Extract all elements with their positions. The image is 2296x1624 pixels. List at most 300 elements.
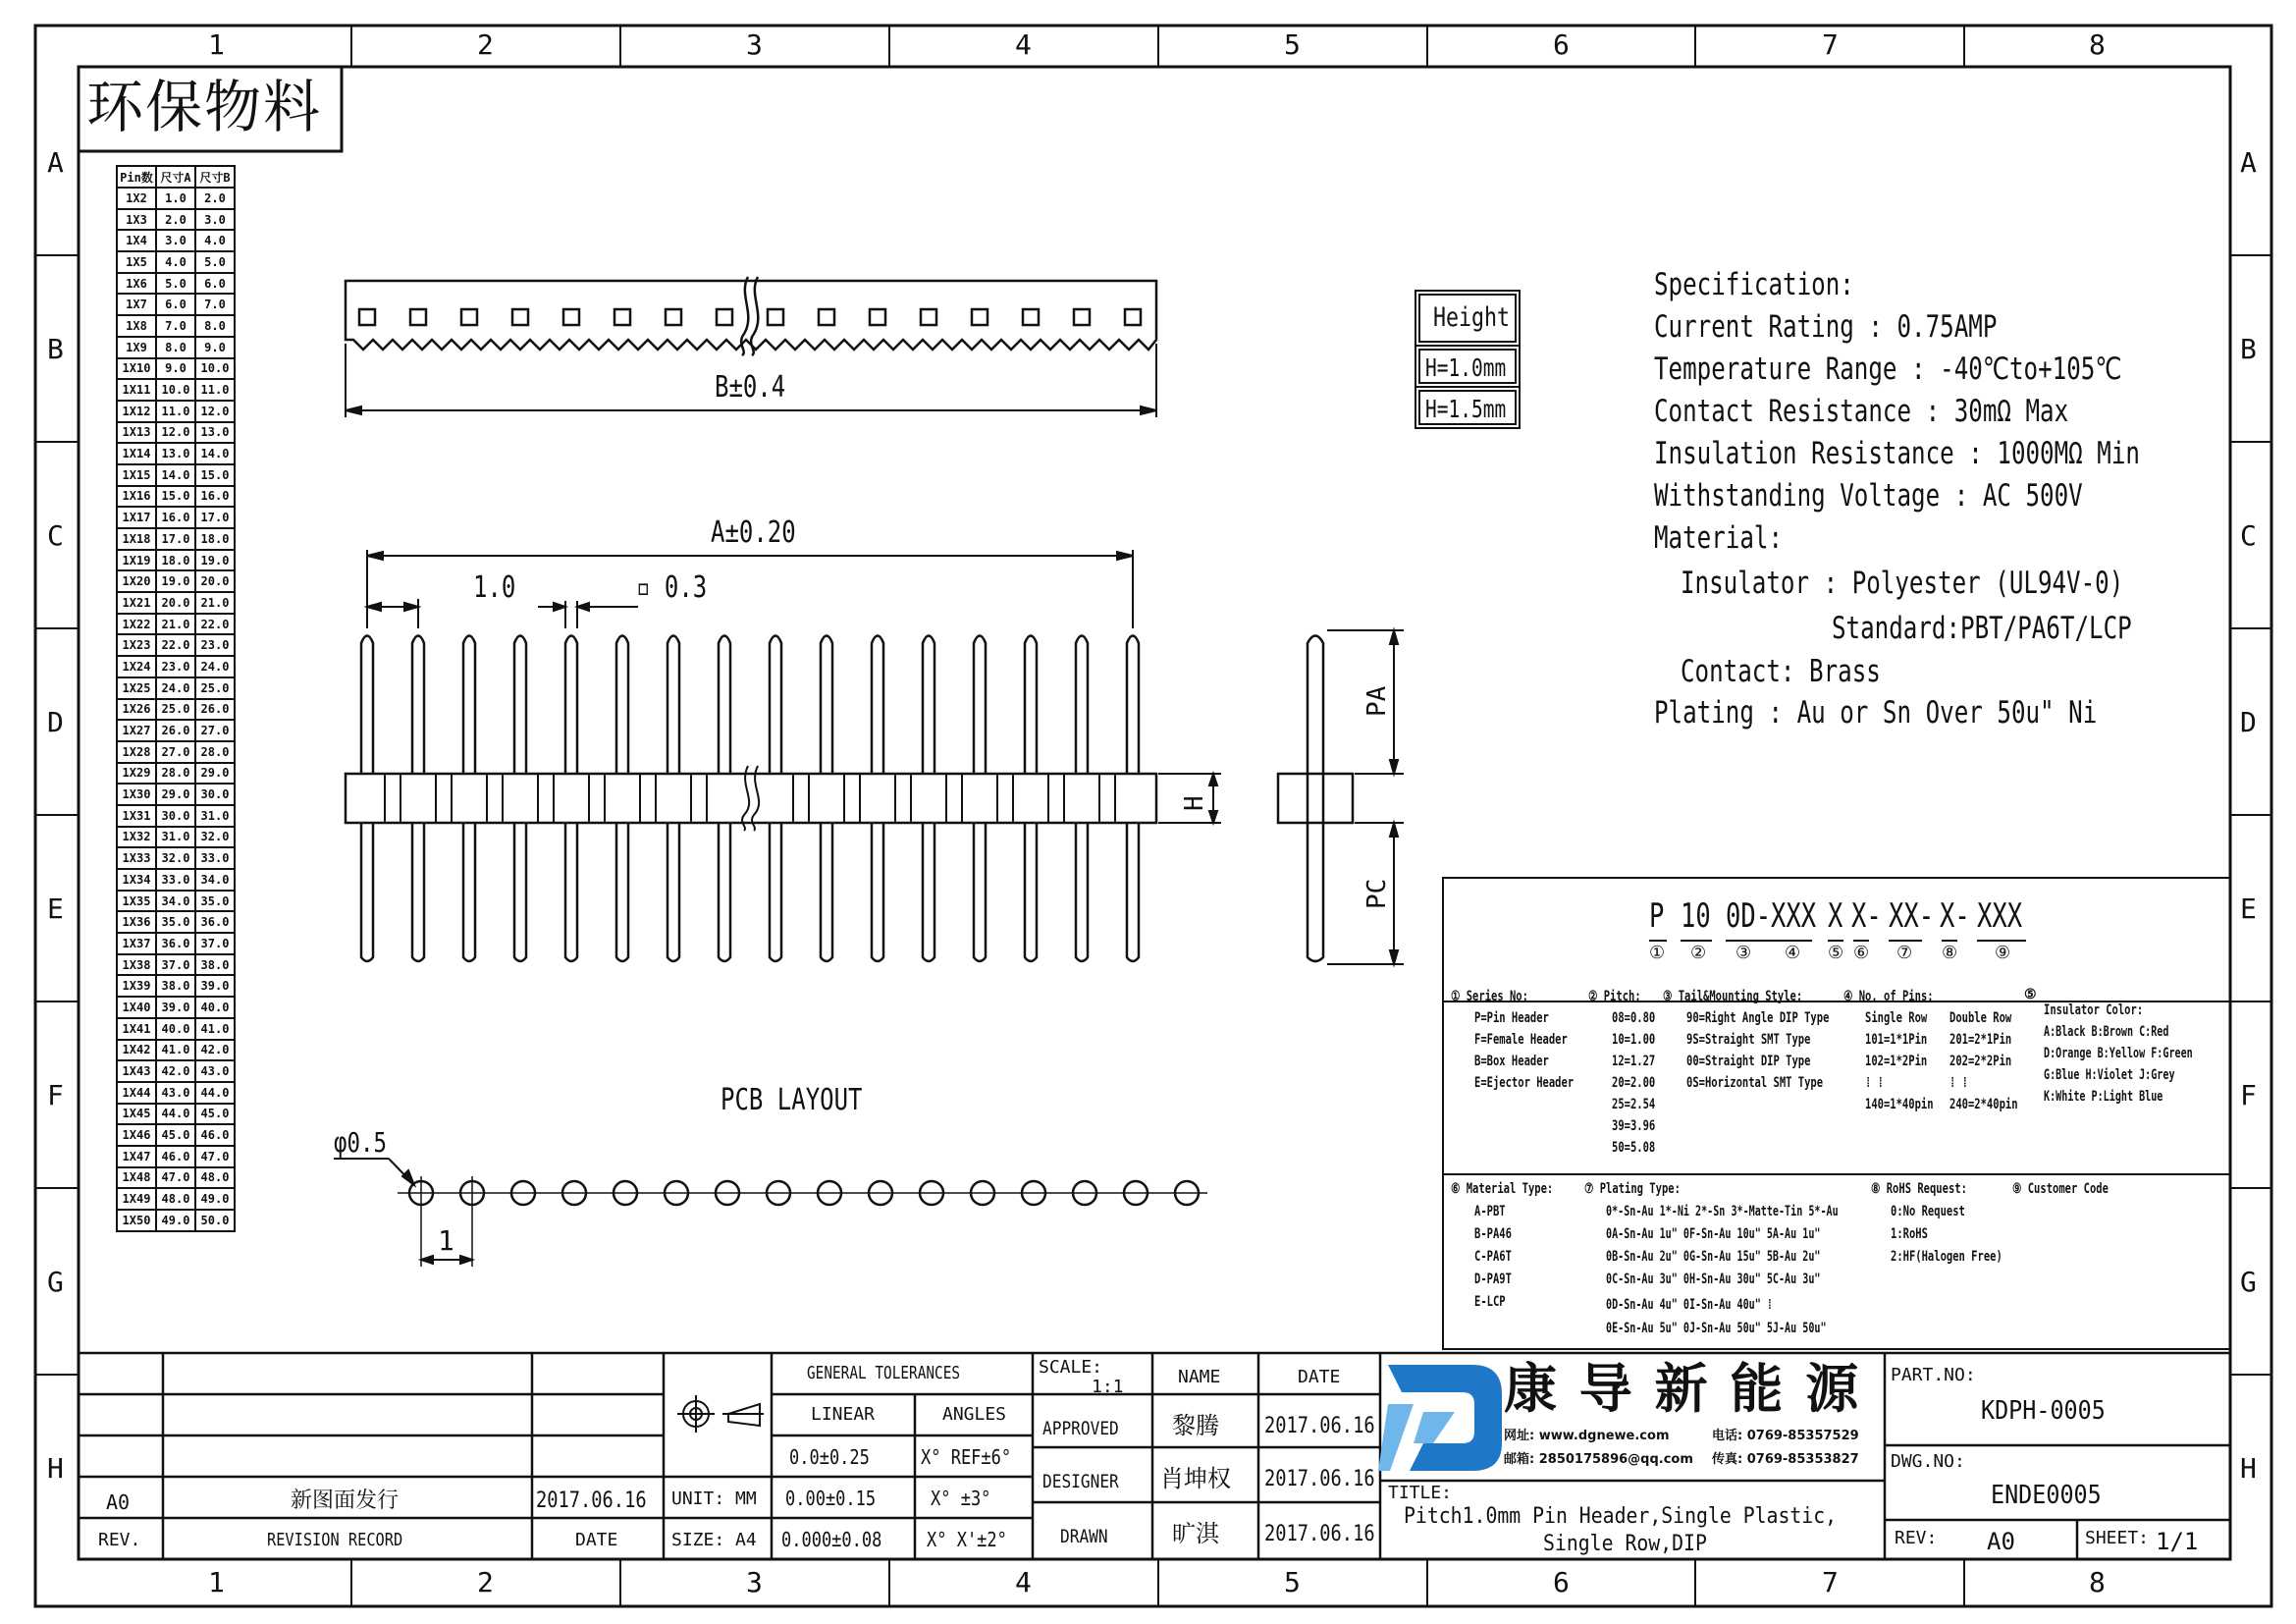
pin-table-cell: 1X10 <box>117 358 156 380</box>
pin-table-cell: 1X2 <box>117 188 156 209</box>
legend-plating-item: 0E-Sn-Au 5u" 0J-Sn-Au 50u" 5J-Au 50u" <box>1606 1321 1827 1336</box>
pin-table-row <box>117 294 235 315</box>
legend-tail-item: 90=Right Angle DIP Type <box>1686 1010 1830 1026</box>
pin-table-cell: 34.0 <box>156 891 195 912</box>
pin-table-cell: 13.0 <box>195 422 235 444</box>
pin-table-cell: 1X29 <box>117 763 156 785</box>
pin-table-row <box>117 1060 235 1082</box>
spec-withstanding-voltage: Withstanding Voltage : AC 500V <box>1654 478 2083 514</box>
pin-table-cell: 23.0 <box>195 634 235 656</box>
pin-table-cell: 15.0 <box>195 464 235 486</box>
pin-table-cell: 1X40 <box>117 997 156 1018</box>
tolerance-linear: 0.000±0.08 <box>781 1528 882 1551</box>
legend-pitch-item: 10=1.00 <box>1612 1032 1656 1048</box>
pin-table-cell: 50.0 <box>195 1210 235 1231</box>
sheet-label: SHEET: <box>2085 1528 2150 1548</box>
grid-row-h-right: H <box>2240 1452 2257 1485</box>
pin-table-cell: 14.0 <box>195 443 235 464</box>
pin-table-row <box>117 550 235 571</box>
pin-table-row <box>117 230 235 251</box>
pin-table-cell: 8.0 <box>195 315 235 337</box>
legend-pitch-item: 20=2.00 <box>1612 1075 1656 1091</box>
dim-pin-square-label: ▫ 0.3 <box>636 570 708 605</box>
pin-table-cell: 1X8 <box>117 315 156 337</box>
legend-color-item: D:Orange B:Yellow F:Green <box>2044 1046 2193 1061</box>
pin-table-cell: 1X42 <box>117 1040 156 1061</box>
legend-plating-item: 0C-Sn-Au 3u" 0H-Sn-Au 30u" 5C-Au 3u" <box>1606 1272 1821 1287</box>
legend-rohs-item: 1:RoHS <box>1891 1226 1928 1242</box>
pin-table-cell: 18.0 <box>195 528 235 550</box>
pin-table-row <box>117 911 235 933</box>
legend-tail-item: 9S=Straight SMT Type <box>1686 1032 1811 1048</box>
pin-table-cell: 24.0 <box>195 656 235 677</box>
pin-table-cell: 1X39 <box>117 975 156 997</box>
pin-table-cell: 31.0 <box>195 805 235 827</box>
pin-table-cell: 1X30 <box>117 784 156 805</box>
pin-table-cell: 32.0 <box>195 827 235 848</box>
legend-color-title: Insulator Color: <box>2044 1002 2144 1018</box>
spec-material: Material: <box>1654 520 1784 556</box>
legend-plating-item: 0D-Sn-Au 4u" 0I-Sn-Au 40u" ⁞ <box>1606 1297 1773 1313</box>
grid-row-d: D <box>47 706 64 738</box>
pin-table-row <box>117 401 235 422</box>
legend-plating-item: 0*-Sn-Au 1*-Ni 2*-Sn 3*-Matte-Tin 5*-Au <box>1606 1204 1839 1219</box>
pin-table-cell: 47.0 <box>195 1146 235 1167</box>
pin-table-cell: 20.0 <box>195 570 235 592</box>
pin-dimension-table <box>116 165 236 1232</box>
part-code-marker: ④ <box>1785 943 1801 963</box>
pin-table-cell: 1X41 <box>117 1018 156 1040</box>
pin-table-cell: 42.0 <box>156 1060 195 1082</box>
pin-table-cell: 32.0 <box>156 847 195 869</box>
pin-table-row <box>117 464 235 486</box>
pin-table-cell: 1X14 <box>117 443 156 464</box>
pin-table-cell: 31.0 <box>156 827 195 848</box>
pin-table-cell: 4.0 <box>195 230 235 251</box>
legend-color-item: K:White P:Light Blue <box>2044 1089 2163 1105</box>
part-code-marker: ③ <box>1735 943 1752 963</box>
pin-table-cell: 11.0 <box>156 401 195 422</box>
tolerance-linear: 0.0±0.25 <box>789 1445 870 1469</box>
pin-table-row <box>117 379 235 401</box>
sheet-value: 1/1 <box>2156 1528 2199 1555</box>
legend-pins-single-item: 102=1*2Pin <box>1865 1054 1928 1069</box>
pin-table-cell: 30.0 <box>195 784 235 805</box>
height-table-row: H=1.5mm <box>1425 395 1507 423</box>
pin-table-row <box>117 507 235 528</box>
pin-table-cell: 26.0 <box>195 699 235 721</box>
pin-table-cell: 26.0 <box>156 720 195 741</box>
pin-table-row <box>117 443 235 464</box>
pin-table-cell: 43.0 <box>156 1082 195 1104</box>
pin-table-row <box>117 869 235 891</box>
revision-rev: A0 <box>106 1490 131 1514</box>
pin-table-cell: 41.0 <box>156 1040 195 1061</box>
pin-table-cell: 24.0 <box>156 677 195 699</box>
dim-h-label: H <box>1180 795 1209 811</box>
legend-material-title: ⑥ Material Type: <box>1451 1181 1554 1197</box>
tolerance-angles: X° ±3° <box>931 1487 991 1510</box>
pin-table-cell: 1X33 <box>117 847 156 869</box>
pin-table-row <box>117 273 235 295</box>
part-code-segment: X- <box>1940 896 1970 936</box>
pin-table-cell: 22.0 <box>195 614 235 635</box>
pin-table-cell: 34.0 <box>195 869 235 891</box>
pin-table-cell: 22.0 <box>156 634 195 656</box>
pin-table-cell: 4.0 <box>156 251 195 273</box>
pin-table-cell: 46.0 <box>156 1146 195 1167</box>
grid-row-h: H <box>47 1452 64 1485</box>
pin-table-row <box>117 634 235 656</box>
rev-header: REV. <box>98 1530 141 1550</box>
pin-table-cell: 1X21 <box>117 592 156 614</box>
linear-header: LINEAR <box>811 1404 876 1425</box>
part-code-segment: 10 <box>1681 896 1711 936</box>
pin-table-cell: 23.0 <box>156 656 195 677</box>
drawn-role: DRAWN <box>1060 1526 1108 1547</box>
approved-name: 黎腾 <box>1172 1412 1219 1439</box>
pin-table-cell: 49.0 <box>195 1188 235 1210</box>
grid-col-8: 8 <box>2089 28 2106 61</box>
pin-table-row <box>117 486 235 508</box>
legend-series-item: F=Female Header <box>1474 1032 1568 1048</box>
pin-table-cell: 42.0 <box>195 1040 235 1061</box>
legend-pins-single-title: Single Row <box>1865 1010 1928 1026</box>
pin-table-cell: 39.0 <box>156 997 195 1018</box>
pin-table-cell: 35.0 <box>195 891 235 912</box>
grid-row-b: B <box>47 333 64 365</box>
pin-table-row <box>117 251 235 273</box>
legend-pitch-item: 25=2.54 <box>1612 1097 1656 1112</box>
pin-table-cell: 3.0 <box>156 230 195 251</box>
pin-table-cell: 35.0 <box>156 911 195 933</box>
pin-table-cell: 1X9 <box>117 337 156 358</box>
pin-table-cell: 37.0 <box>156 954 195 976</box>
pin-table-cell: 15.0 <box>156 486 195 508</box>
legend-pins-double-item: 202=2*2Pin <box>1949 1054 2012 1069</box>
pin-table-row <box>117 720 235 741</box>
pin-table-header: 尺寸A <box>156 166 195 188</box>
revision-record: 新图面发行 <box>291 1489 400 1513</box>
pin-table-cell: 25.0 <box>156 699 195 721</box>
pin-table-cell: 2.0 <box>195 188 235 209</box>
pin-table-cell: 29.0 <box>195 763 235 785</box>
company-logo-icon <box>1378 1365 1502 1471</box>
grid-col-7-bottom: 7 <box>1822 1566 1839 1598</box>
part-code-segment: X <box>1828 896 1843 936</box>
part-code-marker: ⑨ <box>1995 943 2011 963</box>
legend-customer-code: ⑨ Customer Code <box>2012 1181 2109 1197</box>
pin-table-row <box>117 1018 235 1040</box>
grid-col-3-bottom: 3 <box>746 1566 763 1598</box>
company-website: 网址: www.dgnewe.com <box>1504 1429 1670 1443</box>
legend-color-marker: ⑤ <box>2024 987 2037 1002</box>
legend-pins-double-item: 201=2*1Pin <box>1949 1032 2012 1048</box>
pin-table-cell: 43.0 <box>195 1060 235 1082</box>
pin-table-row <box>117 847 235 869</box>
pin-table-cell: 39.0 <box>195 975 235 997</box>
pin-table-cell: 1X32 <box>117 827 156 848</box>
pcb-layout-title: PCB LAYOUT <box>721 1083 863 1117</box>
pin-table-cell: 18.0 <box>156 550 195 571</box>
date-header: DATE <box>575 1530 618 1550</box>
pin-table-row <box>117 1104 235 1125</box>
legend-pins-double-title: Double Row <box>1949 1010 2012 1026</box>
pin-table-row <box>117 188 235 209</box>
pin-table-cell: 8.0 <box>156 337 195 358</box>
pin-table-cell: 11.0 <box>195 379 235 401</box>
pin-table-cell: 1X12 <box>117 401 156 422</box>
pin-table-row <box>117 614 235 635</box>
pin-table-cell: 1.0 <box>156 188 195 209</box>
legend-pins-single-item: ⁞ ⁞ <box>1865 1075 1884 1091</box>
pin-table-cell: 1X26 <box>117 699 156 721</box>
pin-table-header: 尺寸B <box>195 166 235 188</box>
pin-table-cell: 12.0 <box>195 401 235 422</box>
grid-col-3: 3 <box>746 28 763 61</box>
grid-col-7: 7 <box>1822 28 1839 61</box>
pin-table-row <box>117 954 235 976</box>
tolerance-linear: 0.00±0.15 <box>785 1487 877 1510</box>
pin-table-row <box>117 570 235 592</box>
legend-rohs-item: 0:No Request <box>1891 1204 1965 1219</box>
name-header: NAME <box>1178 1367 1221 1387</box>
legend-pitch-item: 39=3.96 <box>1612 1118 1656 1134</box>
pin-table-cell: 6.0 <box>156 294 195 315</box>
legend-series-item: P=Pin Header <box>1474 1010 1549 1026</box>
pin-table-cell: 44.0 <box>195 1082 235 1104</box>
pcb-pitch-label: 1 <box>438 1224 454 1257</box>
part-code-marker: ② <box>1690 943 1707 963</box>
pin-table-cell: 16.0 <box>195 486 235 508</box>
pin-table-cell: 38.0 <box>156 975 195 997</box>
grid-col-5: 5 <box>1284 28 1301 61</box>
part-code-segment: P <box>1649 896 1665 936</box>
pin-table-cell: 33.0 <box>195 847 235 869</box>
legend-series-title: ① Series No: <box>1451 989 1528 1004</box>
pin-table-cell: 9.0 <box>156 358 195 380</box>
grid-col-2: 2 <box>477 28 494 61</box>
tolerance-angles: X° REF±6° <box>921 1445 1012 1469</box>
tolerance-angles: X° X'±2° <box>927 1528 1007 1551</box>
grid-row-g-right: G <box>2240 1266 2257 1298</box>
pin-table-cell: 1X36 <box>117 911 156 933</box>
grid-row-f: F <box>47 1079 64 1111</box>
part-code-segment: XX- <box>1889 896 1935 936</box>
pin-table-row <box>117 933 235 954</box>
dim-pa-label: PA <box>1362 685 1392 717</box>
pcb-centerlines <box>398 1176 1207 1267</box>
pin-table-row <box>117 1040 235 1061</box>
pin-table-cell: 28.0 <box>195 741 235 763</box>
legend-color-item: A:Black B:Brown C:Red <box>2044 1024 2169 1040</box>
legend-material-item: A-PBT <box>1474 1204 1506 1219</box>
grid-row-e: E <box>47 893 64 925</box>
pin-table-row <box>117 315 235 337</box>
pin-table-row <box>117 337 235 358</box>
pin-table-row <box>117 1210 235 1231</box>
pin-table-cell: 1X7 <box>117 294 156 315</box>
top-view-housing <box>346 277 1156 355</box>
pin-table-cell: 1X16 <box>117 486 156 508</box>
approved-role: APPROVED <box>1042 1418 1119 1439</box>
legend-pins-double-item: ⁞ ⁞ <box>1949 1075 1968 1091</box>
pin-table-cell: 38.0 <box>195 954 235 976</box>
pin-table-cell: 36.0 <box>195 911 235 933</box>
grid-row-c: C <box>47 519 64 552</box>
legend-pitch-item: 12=1.27 <box>1612 1054 1656 1069</box>
legend-tail-item: 0S=Horizontal SMT Type <box>1686 1075 1824 1091</box>
part-code-marker: ① <box>1649 943 1666 963</box>
scale-label: SCALE: <box>1039 1357 1103 1378</box>
legend-pitch-item: 08=0.80 <box>1612 1010 1656 1026</box>
pin-table-cell: 29.0 <box>156 784 195 805</box>
rev-label: REV: <box>1895 1528 1938 1548</box>
pin-table-cell: 40.0 <box>195 997 235 1018</box>
pin-table-cell: 1X25 <box>117 677 156 699</box>
legend-tail-title: ③ Tail&Mounting Style: <box>1663 989 1803 1004</box>
pin-table-cell: 10.0 <box>195 358 235 380</box>
pin-table-cell: 27.0 <box>195 720 235 741</box>
legend-tail-item: 00=Straight DIP Type <box>1686 1054 1811 1069</box>
spec-temperature-range: Temperature Range : -40℃to+105℃ <box>1654 352 2122 387</box>
pin-table-cell: 7.0 <box>195 294 235 315</box>
grid-row-c-right: C <box>2240 519 2257 552</box>
pin-table-row <box>117 741 235 763</box>
eco-label: 环保物料 <box>86 74 323 140</box>
legend-pitch-item: 50=5.08 <box>1612 1140 1656 1156</box>
legend-material-item: D-PA9T <box>1474 1272 1512 1287</box>
legend-plating-item: 0A-Sn-Au 1u" 0F-Sn-Au 10u" 5A-Au 1u" <box>1606 1226 1821 1242</box>
pin-table-cell: 1X49 <box>117 1188 156 1210</box>
pin-table-row <box>117 656 235 677</box>
pin-table-cell: 25.0 <box>195 677 235 699</box>
pin-table-cell: 46.0 <box>195 1124 235 1146</box>
approved-date: 2017.06.16 <box>1264 1414 1375 1438</box>
front-view-housing <box>346 774 1156 823</box>
designer-role: DESIGNER <box>1042 1471 1119 1492</box>
part-code-marker: ⑦ <box>1896 943 1913 963</box>
height-table-row: H=1.0mm <box>1425 353 1507 382</box>
designer-date: 2017.06.16 <box>1264 1467 1375 1491</box>
pin-table-cell: 49.0 <box>156 1210 195 1231</box>
part-code-segment: XXX <box>1977 896 2023 936</box>
grid-row-d-right: D <box>2240 706 2257 738</box>
pin-table-row <box>117 891 235 912</box>
pin-table-cell: 1X31 <box>117 805 156 827</box>
part-code-marker: ⑧ <box>1942 943 1958 963</box>
spec-insulation-resistance: Insulation Resistance : 1000MΩ Min <box>1654 436 2140 471</box>
pin-table-cell: 1X24 <box>117 656 156 677</box>
pin-table-cell: 14.0 <box>156 464 195 486</box>
company-tel: 电话: 0769-85357529 <box>1712 1429 1859 1443</box>
dim-a-label: A±0.20 <box>711 515 796 550</box>
size-label: SIZE: A4 <box>671 1530 757 1550</box>
legend-pins-double-item: 240=2*40pin <box>1949 1097 2018 1112</box>
grid-row-f-right: F <box>2240 1079 2257 1111</box>
grid-col-1: 1 <box>208 28 225 61</box>
pin-table-cell: 1X44 <box>117 1082 156 1104</box>
scale-value: 1:1 <box>1092 1377 1124 1397</box>
legend-plating-title: ⑦ Plating Type: <box>1584 1181 1681 1197</box>
grid-row-a: A <box>47 146 64 179</box>
spec-insulator: Insulator : Polyester (UL94V-0) <box>1681 566 2124 601</box>
revision-record-header: REVISION RECORD <box>267 1530 403 1550</box>
pin-table-cell: 1X13 <box>117 422 156 444</box>
spec-title: Specification: <box>1654 267 1854 302</box>
pin-table-row <box>117 1124 235 1146</box>
pin-table-cell: 12.0 <box>156 422 195 444</box>
company-fax: 传真: 0769-85353827 <box>1712 1452 1859 1467</box>
spec-contact: Contact: Brass <box>1681 654 1881 689</box>
dim-pitch-label: 1.0 <box>473 570 516 605</box>
pin-table-cell: 5.0 <box>156 273 195 295</box>
grid-col-4: 4 <box>1015 28 1032 61</box>
pin-table-cell: 13.0 <box>156 443 195 464</box>
pin-table-row <box>117 997 235 1018</box>
revision-date: 2017.06.16 <box>536 1489 647 1513</box>
title-label: TITLE: <box>1388 1483 1453 1503</box>
date-column-header: DATE <box>1298 1367 1341 1387</box>
pin-table-cell: 48.0 <box>195 1167 235 1189</box>
dwg-no-label: DWG.NO: <box>1891 1451 1965 1472</box>
spec-contact-resistance: Contact Resistance : 30mΩ Max <box>1654 394 2069 429</box>
legend-color-item: G:Blue H:Violet J:Grey <box>2044 1067 2175 1083</box>
top-view-pin-squares <box>359 309 1141 325</box>
pin-table-cell: 1X19 <box>117 550 156 571</box>
pin-table-cell: 1X50 <box>117 1210 156 1231</box>
legend-pins-single-item: 140=1*40pin <box>1865 1097 1934 1112</box>
general-tolerances-header: GENERAL TOLERANCES <box>807 1363 961 1383</box>
pin-table-cell: 1X20 <box>117 570 156 592</box>
pin-table-cell: 1X22 <box>117 614 156 635</box>
pin-table-cell: 45.0 <box>156 1124 195 1146</box>
pin-table-cell: 48.0 <box>156 1188 195 1210</box>
dim-pc-label: PC <box>1362 878 1392 909</box>
pin-table-cell: 1X15 <box>117 464 156 486</box>
pin-table-cell: 1X27 <box>117 720 156 741</box>
pin-table-cell: 1X28 <box>117 741 156 763</box>
part-no-value: KDPH-0005 <box>1981 1396 2106 1426</box>
pin-table-cell: 1X38 <box>117 954 156 976</box>
pin-table-row <box>117 805 235 827</box>
pin-table-cell: 28.0 <box>156 763 195 785</box>
pin-table-cell: 27.0 <box>156 741 195 763</box>
pin-table-cell: 1X11 <box>117 379 156 401</box>
pin-table-cell: 44.0 <box>156 1104 195 1125</box>
pin-table-body <box>117 188 235 1231</box>
pin-table-cell: 1X23 <box>117 634 156 656</box>
pin-table-row <box>117 1188 235 1210</box>
company-email: 邮箱: 2850175896@qq.com <box>1504 1452 1693 1467</box>
pin-table-cell: 10.0 <box>156 379 195 401</box>
pin-table-cell: 16.0 <box>156 507 195 528</box>
pin-table-cell: 21.0 <box>156 614 195 635</box>
spec-current-rating: Current Rating : 0.75AMP <box>1654 309 1998 345</box>
pin-table-cell: 41.0 <box>195 1018 235 1040</box>
pin-table-cell: 1X3 <box>117 209 156 231</box>
grid-row-a-right: A <box>2240 146 2257 179</box>
pin-table-cell: 45.0 <box>195 1104 235 1125</box>
part-code-marker: ⑥ <box>1853 943 1870 963</box>
pin-table-cell: 1X45 <box>117 1104 156 1125</box>
grid-col-1-bottom: 1 <box>208 1566 225 1598</box>
pin-table-cell: 9.0 <box>195 337 235 358</box>
pin-table-cell: 37.0 <box>195 933 235 954</box>
pin-table-row <box>117 677 235 699</box>
grid-row-g: G <box>47 1266 64 1298</box>
title-line-1: Pitch1.0mm Pin Header,Single Plastic, <box>1404 1504 1838 1529</box>
